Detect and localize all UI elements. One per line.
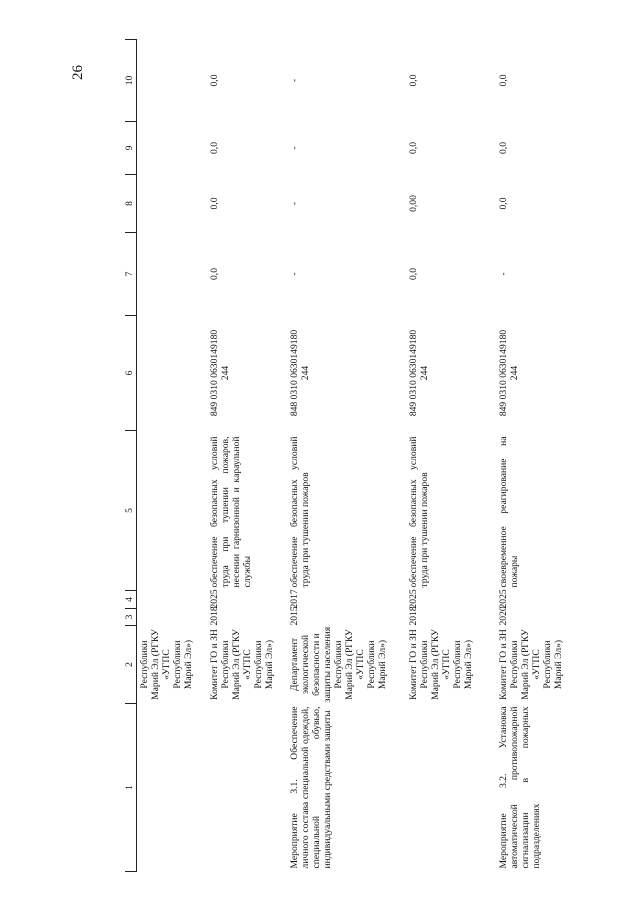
table-row <box>287 40 406 872</box>
end-year-cell <box>136 591 207 609</box>
rotated-table-sheet <box>125 40 613 872</box>
result-cell: обеспечение безопасных условий труда при тушении пожаров <box>407 436 430 588</box>
column-header: 10 <box>125 40 136 122</box>
result-cell: обеспечение безопасных условий труда при тушении пожаров, несении гарнизонной и караульной службы <box>208 436 254 588</box>
start-year-cell <box>136 609 207 626</box>
activity-cell <box>406 704 496 872</box>
end-year-cell: 2025 <box>497 589 509 609</box>
column-header: 2 <box>125 626 136 704</box>
table-row <box>207 40 287 872</box>
table-row <box>136 40 207 872</box>
page-number: 26 <box>70 65 86 80</box>
executor-cell: Республики Марий Эл (РГКУ «УГПС Республики Марий Эл») <box>138 629 195 700</box>
value-cell: 0,0 <box>497 197 509 210</box>
table-row <box>406 40 496 872</box>
end-year-cell: 2025 <box>407 589 419 609</box>
budget-code-cell <box>136 316 207 431</box>
value-cell: 0,0 <box>208 74 220 87</box>
start-year-cell: 2018 <box>208 606 220 626</box>
result-cell <box>136 431 207 591</box>
value-cell <box>136 40 207 122</box>
table-row <box>496 40 578 872</box>
column-header: 1 <box>125 704 136 872</box>
budget-code-cell: 849 0310 0630149180 244 <box>497 329 520 417</box>
budget-code-cell: 848 0310 0630149180 244 <box>288 329 311 417</box>
program-activities-table <box>125 39 578 872</box>
executor-cell: Департамент экологической безопасности и защиты населения Республики Марий Эл (РГКУ «УГПС Республики Марий Эл») <box>288 626 389 703</box>
end-year-cell: 2017 <box>288 589 300 609</box>
column-header: 5 <box>125 431 136 591</box>
column-header: 7 <box>125 233 136 316</box>
budget-code-cell: 849 0310 0630149180 244 <box>208 329 231 417</box>
value-cell: - <box>497 272 509 276</box>
value-cell <box>136 233 207 316</box>
value-cell: 0,0 <box>407 268 419 280</box>
column-header: 8 <box>125 175 136 233</box>
result-cell: обеспечение безопасных условий труда при тушении пожаров <box>288 436 311 588</box>
header-row <box>125 40 136 872</box>
value-cell: - <box>288 201 300 206</box>
end-year-cell: 2025 <box>208 589 220 609</box>
value-cell: 0,0 <box>208 197 220 210</box>
column-header: 4 <box>125 591 136 609</box>
executor-cell: Комитет ГО и ЗН Республики Марий Эл (РГКУ «УГПС Республики Марий Эл») <box>208 629 276 700</box>
column-header: 9 <box>125 122 136 175</box>
value-cell <box>136 175 207 233</box>
value-cell <box>136 122 207 175</box>
value-cell: - <box>288 146 300 150</box>
activity-cell <box>136 704 207 872</box>
value-cell: 0,0 <box>407 74 419 87</box>
value-cell: 0,0 <box>208 142 220 154</box>
value-cell: 0,0 <box>497 142 509 154</box>
column-header: 3 <box>125 609 136 626</box>
executor-cell: Комитет ГО и ЗН Республики Марий Эл (РГКУ «УГПС Республики Марий Эл») <box>407 629 475 700</box>
value-cell: 0,00 <box>407 195 419 212</box>
start-year-cell: 2018 <box>407 606 419 626</box>
value-cell: 0,0 <box>208 268 220 280</box>
activity-cell: Мероприятие 3.1. Обеспечение личного состава специальной одеждой, специальной обувью, индивидуальными средствами защиты <box>288 706 334 869</box>
value-cell: - <box>288 272 300 276</box>
column-header: 6 <box>125 316 136 431</box>
value-cell: 0,0 <box>407 142 419 154</box>
activity-cell: Мероприятие 3.2. Установка автоматической противопожарной сигнализации в пожарных подразделениях <box>497 706 543 869</box>
activity-cell <box>207 704 287 872</box>
executor-cell: Комитет ГО и ЗН Республики Марий Эл (РГКУ «УГПС Республики Марий Эл») <box>497 629 565 700</box>
value-cell: - <box>288 78 300 83</box>
value-cell: 0,0 <box>497 74 509 87</box>
result-cell: своевременное реагирование на пожары <box>497 436 520 588</box>
budget-code-cell: 849 0310 0630149180 244 <box>407 329 430 417</box>
start-year-cell: 2015 <box>288 606 300 626</box>
start-year-cell: 2020 <box>497 606 509 626</box>
